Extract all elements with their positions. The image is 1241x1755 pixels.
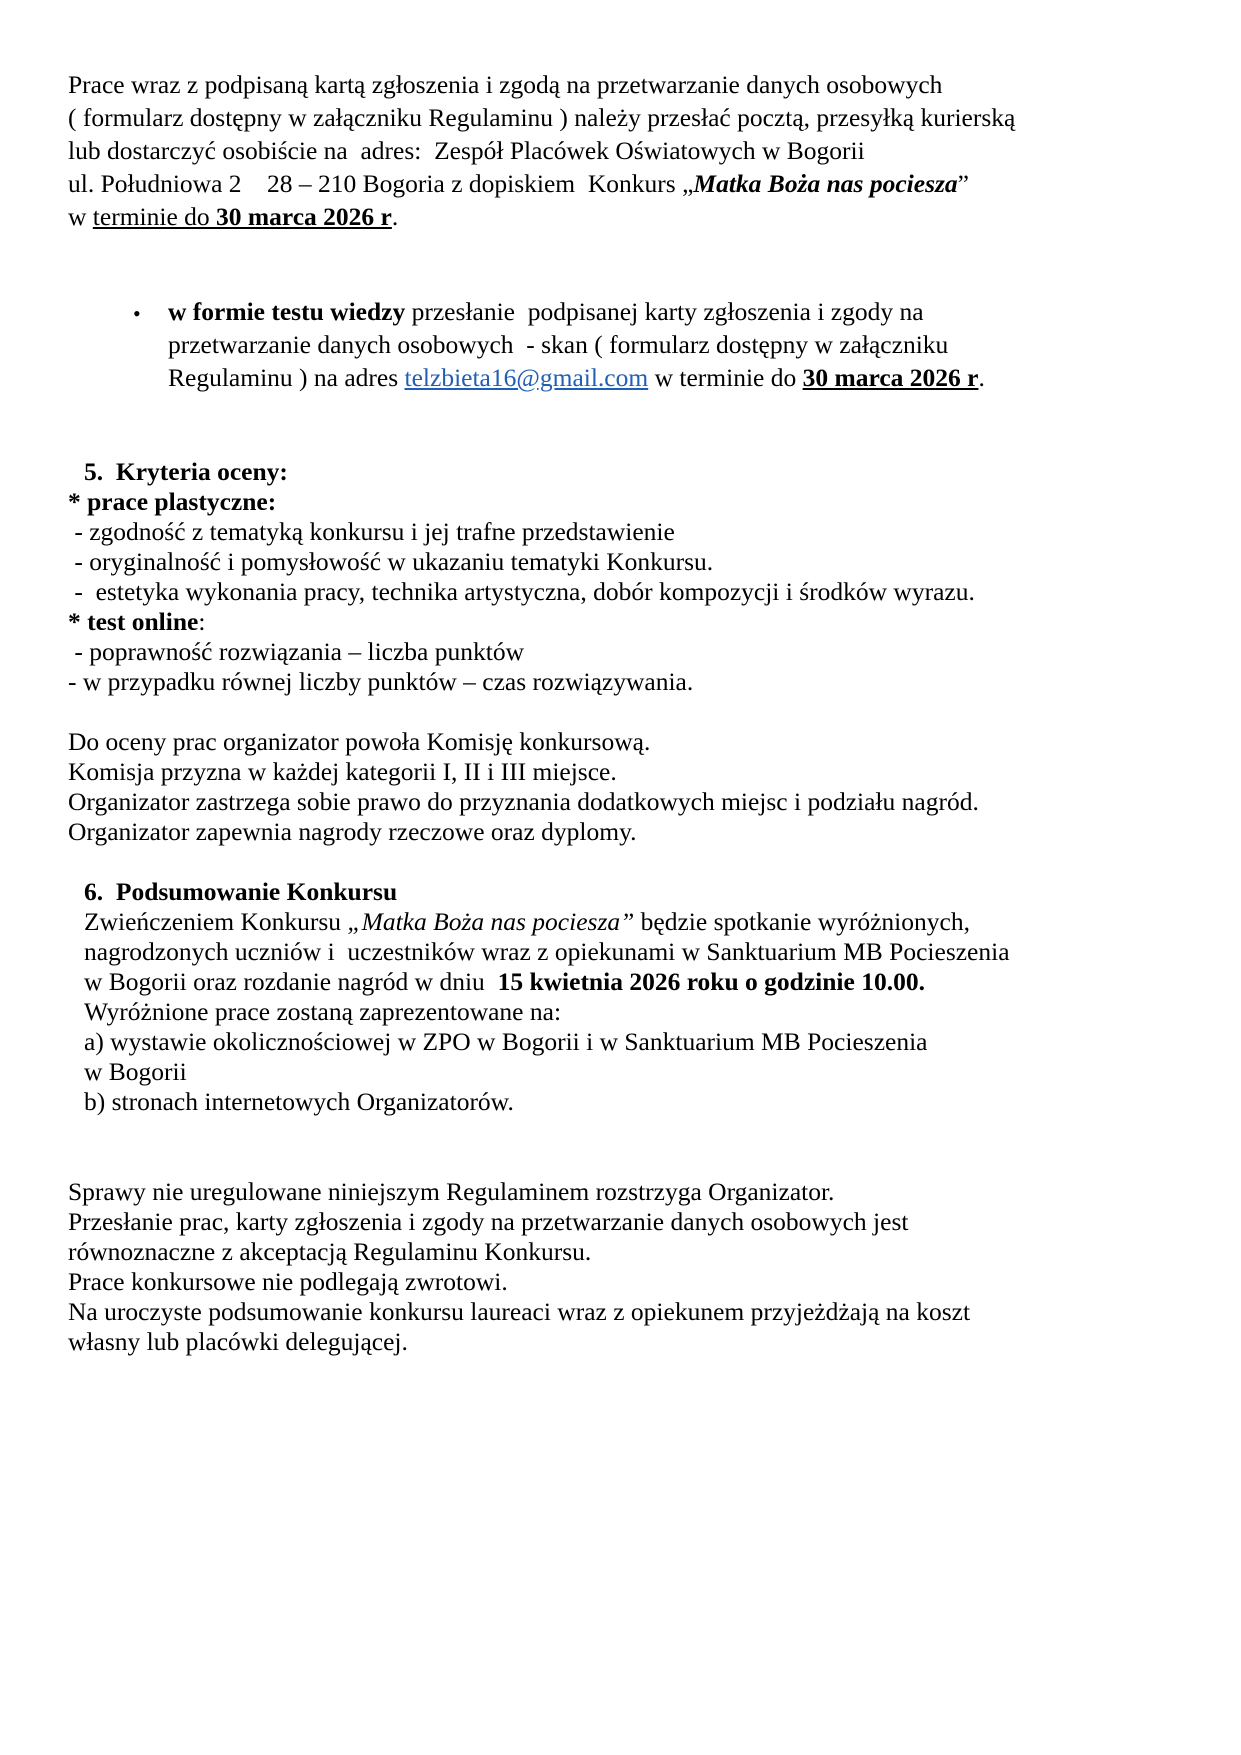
bullet-bold-lead: w formie testu wiedzy [168, 297, 406, 326]
closing-line: własny lub placówki delegującej. [68, 1327, 408, 1356]
intro-line-2: ( formularz dostępny w załączniku Regulaminu ) należy przesłać pocztą, przesyłką kurierską [68, 103, 1016, 132]
bullet-line-1-rest: przesłanie podpisanej karty zgłoszenia i zgody na [405, 297, 924, 326]
summary-line-1-pre: Zwieńczeniem Konkursu [84, 907, 348, 936]
deadline-label [93, 202, 392, 231]
committee-line: Organizator zapewnia nagrody rzeczowe oraz dyplomy. [68, 817, 637, 846]
summary-line-1 [84, 905, 970, 938]
intro-address-text: ul. Południowa 2 28 – 210 Bogoria z dopiskiem Konkurs „ [68, 169, 694, 198]
criteria-item: - poprawność rozwiązania – liczba punktów [68, 637, 524, 666]
subheading-colon: : [198, 607, 206, 636]
subheading-test-online [68, 605, 205, 638]
criteria-item: - zgodność z tematyką konkursu i jej trafne przedstawienie [68, 517, 675, 546]
summary-line-3-pre: w Bogorii oraz rozdanie nagród w dniu [84, 967, 498, 996]
subheading-prace-plastyczne: * prace plastyczne: [68, 487, 277, 516]
contest-title: Matka Boża nas pociesza [693, 169, 958, 198]
summary-line-2: nagrodzonych uczniów i uczestników wraz z opiekunami w Sanktuarium MB Pocieszenia [84, 937, 1010, 966]
closing-line: Przesłanie prac, karty zgłoszenia i zgody na przetwarzanie danych osobowych jest [68, 1207, 909, 1236]
closing-line: Sprawy nie uregulowane niniejszym Regulaminem rozstrzyga Organizator. [68, 1177, 835, 1206]
closing-line: Na uroczyste podsumowanie konkursu laureaci wraz z opiekunem przyjeżdżają na koszt [68, 1297, 971, 1326]
ceremony-date: 15 kwietnia 2026 roku o godzinie 10.00. [497, 967, 925, 996]
section-5-heading: 5. Kryteria oceny: [84, 457, 288, 486]
bullet-deadline-date: 30 marca 2026 r [802, 363, 979, 392]
section-6-heading: 6. Podsumowanie Konkursu [84, 877, 398, 906]
bullet-icon: • [133, 301, 141, 326]
committee-line: Komisja przyzna w każdej kategorii I, II i III miejsce. [68, 757, 617, 786]
committee-line: Organizator zastrzega sobie prawo do przyznania dodatkowych miejsc i podziału nagród. [68, 787, 979, 816]
closing-line: równoznaczne z akceptacją Regulaminu Konkursu. [68, 1237, 592, 1266]
closing-line: Prace konkursowe nie podlegają zwrotowi. [68, 1267, 508, 1296]
summary-item-a: a) wystawie okolicznościowej w ZPO w Bogorii i w Sanktuarium MB Pocieszenia [84, 1027, 928, 1056]
criteria-item: - estetyka wykonania pracy, technika artystyczna, dobór kompozycji i środków wyrazu. [68, 577, 975, 606]
summary-line-1-post: będzie spotkanie wyróżnionych, [634, 907, 970, 936]
intro-deadline-line [68, 200, 398, 233]
bullet-period: . [978, 363, 985, 392]
summary-item-a-cont: w Bogorii [84, 1057, 187, 1086]
summary-line-4: Wyróżnione prace zostaną zaprezentowane na: [84, 997, 562, 1026]
summary-line-3 [84, 965, 925, 998]
bullet-line-2: przetwarzanie danych osobowych - skan ( formularz dostępny w załączniku [168, 330, 949, 359]
bullet-line-1 [168, 295, 924, 328]
intro-line-1: Prace wraz z podpisaną kartą zgłoszenia i zgodą na przetwarzanie danych osobowych [68, 70, 943, 99]
criteria-item: - oryginalność i pomysłowość w ukazaniu tematyki Konkursu. [68, 547, 714, 576]
committee-line: Do oceny prac organizator powoła Komisję konkursową. [68, 727, 651, 756]
subheading-test-online-text: * test online [68, 607, 199, 636]
email-link[interactable]: telzbieta16@gmail.com [404, 363, 649, 392]
bullet-line-3-mid: w terminie do [648, 363, 803, 392]
intro-line-4 [68, 167, 969, 200]
deadline-prefix: w [68, 202, 93, 231]
contest-title-italic: „Matka Boża nas pociesza” [347, 907, 635, 936]
quote-close: ” [957, 169, 969, 198]
bullet-line-3 [168, 361, 985, 394]
criteria-item: - w przypadku równej liczby punktów – czas rozwiązywania. [68, 667, 694, 696]
bullet-line-3-pre: Regulaminu ) na adres [168, 363, 405, 392]
summary-item-b: b) stronach internetowych Organizatorów. [84, 1087, 514, 1116]
intro-line-3: lub dostarczyć osobiście na adres: Zespół Placówek Oświatowych w Bogorii [68, 136, 865, 165]
deadline-period: . [391, 202, 399, 231]
deadline-label-text: terminie do [92, 202, 217, 231]
deadline-date: 30 marca 2026 r [216, 202, 392, 231]
